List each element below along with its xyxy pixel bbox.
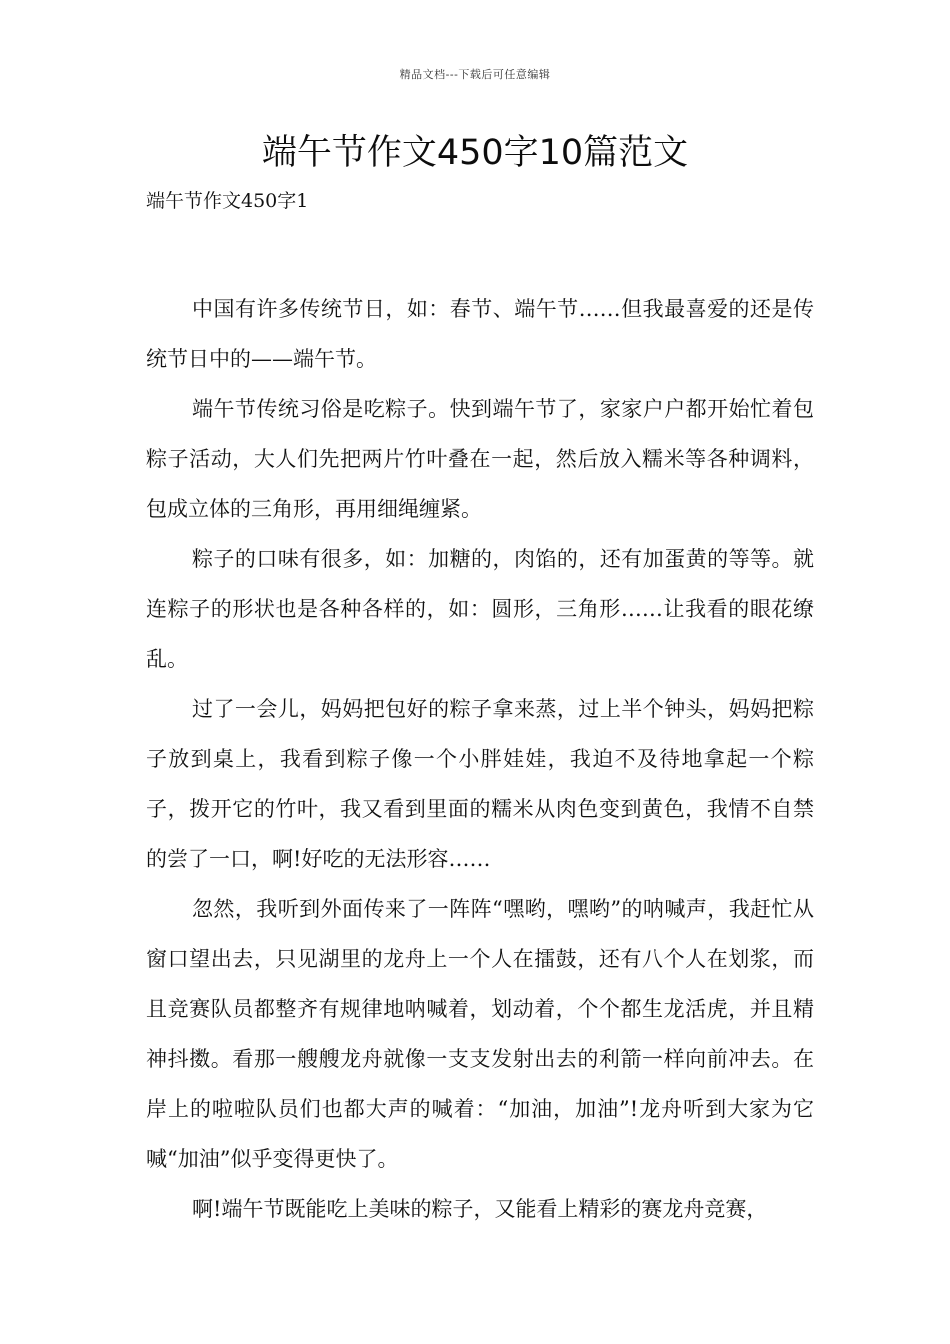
paragraph-4: 过了一会儿，妈妈把包好的粽子拿来蒸，过上半个钟头，妈妈把粽子放到桌上，我看到粽子像一个小胖娃娃，我迫不及待地拿起一个粽子，拨开它的竹叶，我又看到里面的糯米从肉色变到黄色，我情不自禁的尝了一口，啊!好吃的无法形容…… — [146, 697, 814, 871]
page-header: 精品文档---下载后可任意编辑 — [399, 68, 551, 81]
paragraph-1: 中国有许多传统节日，如：春节、端午节……但我最喜爱的还是传统节日中的——端午节。 — [146, 297, 814, 371]
paragraph-6: 啊!端午节既能吃上美味的粽子，又能看上精彩的赛龙舟竞赛， — [192, 1197, 768, 1221]
paragraph-3: 粽子的口味有很多，如：加糖的，肉馅的，还有加蛋黄的等等。就连粽子的形状也是各种各样的，如：圆形，三角形……让我看的眼花缭乱。 — [146, 547, 814, 671]
essay-body — [146, 284, 814, 1234]
paragraph-2: 端午节传统习俗是吃粽子。快到端午节了，家家户户都开始忙着包粽子活动，大人们先把两片竹叶叠在一起，然后放入糯米等各种调料，包成立体的三角形，再用细绳缠紧。 — [146, 397, 814, 521]
document-title: 端午节作文450字10篇范文 — [261, 133, 689, 173]
essay-subtitle: 端午节作文450字1 — [146, 190, 309, 212]
paragraph-5: 忽然，我听到外面传来了一阵阵“嘿哟，嘿哟”的呐喊声，我赶忙从窗口望出去，只见湖里的龙舟上一个人在擂鼓，还有八个人在划浆，而且竞赛队员都整齐有规律地呐喊着，划动着，个个都生龙活虎，并且精神抖擞。看那一艘艘龙舟就像一支支发射出去的利箭一样向前冲去。在岸上的啦啦队员们也都大声的喊着：“加油，加油”!龙舟听到大家为它喊“加油”似乎变得更快了。 — [146, 897, 814, 1171]
